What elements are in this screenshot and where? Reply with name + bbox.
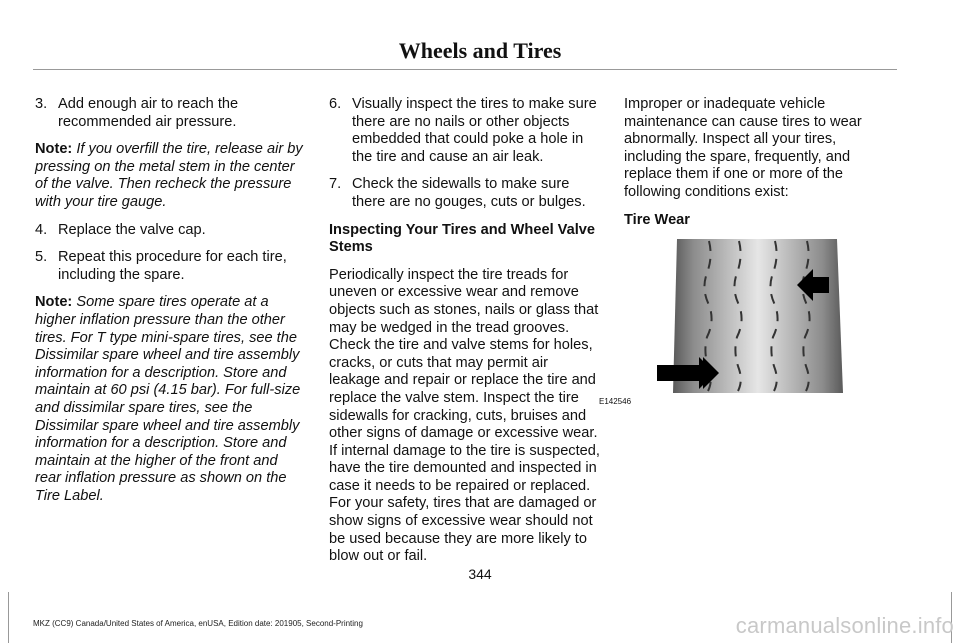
- body-paragraph: Periodically inspect the tire treads for uneven or excessive wear and remove objects such as stones, nails or glass that may be wedged in the tread grooves. Check the tire and valve stems for holes, cracks, or cuts that may permit air leakage and repair or replace the tire and replace the valve stem. Inspect the tire sidewalls for cracking, cuts, bruises and other signs of damage or excessive wear. If internal damage to the tire is suspected, have the tire demounted and inspected in case it needs to be repaired or replaced. For your safety, tires that are damaged or show signs of excessive wear should not be used because they are more likely to blow out or fail.: [329, 266, 600, 565]
- list-item-step-3: [35, 96, 307, 131]
- note-text: If you overfill the tire, release air by pressing on the metal stem in the center of the valve. Then recheck the pressure with your tire gauge.: [35, 141, 303, 210]
- list-item-step-4: [35, 222, 307, 240]
- section-heading: Tire Wear: [624, 211, 690, 228]
- body-paragraph: Improper or inadequate vehicle maintenance can cause tires to wear abnormally. Inspect all your tires, including the spare, frequently, and replace them if one or more of the following conditions exist:: [624, 96, 862, 200]
- step-text: Check the sidewalls to make sure there are no gouges, cuts or bulges.: [352, 176, 586, 210]
- note-label: Note:: [35, 141, 73, 158]
- list-item-step-5: [35, 249, 307, 284]
- column-left: [35, 96, 307, 515]
- step-number: 5.: [35, 249, 48, 266]
- step-number: 6.: [329, 96, 342, 112]
- note-spare-tires: [35, 294, 307, 505]
- column-right: [624, 96, 896, 239]
- header-divider: [33, 69, 897, 70]
- note-overfill: [35, 141, 307, 211]
- step-text: Add enough air to reach the recommended air pressure.: [58, 96, 239, 130]
- page-number: 344: [468, 566, 492, 582]
- step-number: 3.: [35, 96, 48, 112]
- list-item-step-6: [329, 96, 601, 166]
- step-number: 4.: [35, 221, 48, 238]
- page-title: Wheels and Tires: [398, 38, 562, 63]
- section-heading: Inspecting Your Tires and Wheel Valve Stems: [329, 221, 596, 256]
- tire-wear-figure: [597, 233, 845, 440]
- figure-id: E142546: [599, 397, 632, 406]
- watermark: carmanualsonline.info: [735, 613, 954, 638]
- footer-text: MKZ (CC9) Canada/United States of America, enUSA, Edition date: 201905, Second-Printing: [33, 619, 363, 628]
- column-middle: [329, 96, 601, 576]
- step-text: Visually inspect the tires to make sure there are no nails or other objects embedded that could poke a hole in the tire and cause an air leak.: [352, 96, 597, 165]
- tire-tread-illustration: [597, 233, 845, 440]
- step-number: 7.: [329, 176, 342, 193]
- page-corner-left: [8, 592, 9, 643]
- list-item-step-7: [329, 176, 601, 211]
- note-text: Some spare tires operate at a higher inflation pressure than the other tires. For T type mini-spare tires, see the Dissimilar spare wheel and tire assembly information for a description. Store and maintain at 60 psi (4.15 bar). For full-size and dissimilar spare tires, see the Dissimilar spare wheel and tire assembly information for a description. Store and maintain at the higher of the front and rear inflation pressure as shown on the Tire Label.: [35, 294, 301, 504]
- note-label: Note:: [35, 294, 73, 311]
- step-text: Repeat this procedure for each tire, including the spare.: [58, 249, 287, 283]
- step-text: Replace the valve cap.: [58, 221, 206, 238]
